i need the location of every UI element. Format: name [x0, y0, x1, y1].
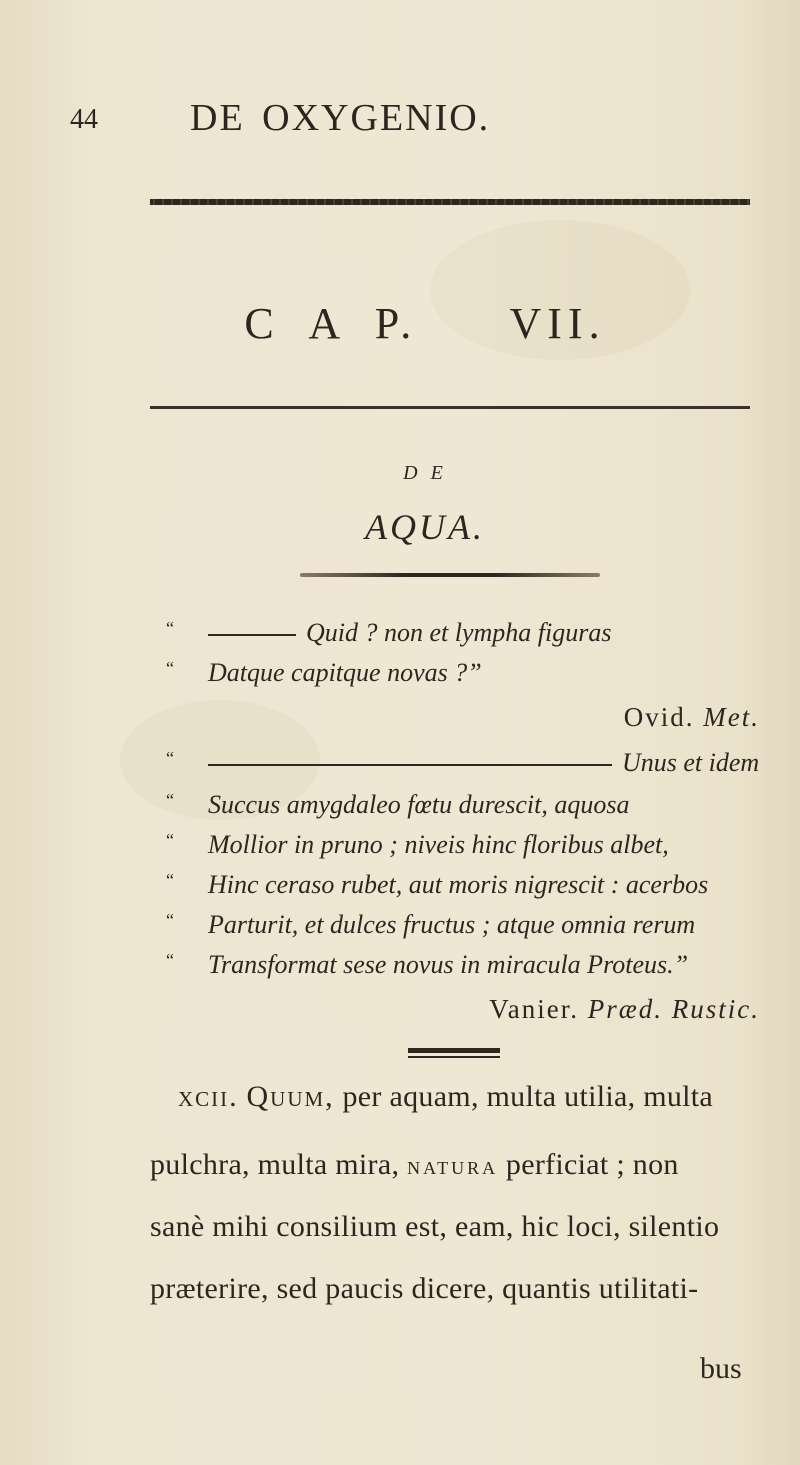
paragraph-text: per aquam, multa utilia, multa — [342, 1080, 714, 1113]
catchword: bus — [700, 1352, 742, 1385]
epigraph-text: Succus amygdaleo fœtu durescit, aquosa — [208, 790, 630, 819]
paragraph-line — [178, 1080, 778, 1114]
attribution-work: Præd. Rustic. — [587, 994, 760, 1024]
quote-mark: “ — [166, 618, 174, 638]
page-number: 44 — [70, 104, 98, 135]
quote-mark: “ — [166, 830, 174, 850]
attribution-author: Vanier. — [489, 994, 579, 1024]
epigraph-text: Unus et idem — [622, 748, 760, 777]
section-ornament — [408, 1056, 500, 1058]
section-ornament — [408, 1048, 500, 1053]
chapter-divider — [150, 406, 750, 409]
quote-mark: “ — [166, 950, 174, 970]
paragraph-line: præterire, sed paucis dicere, quantis utilitati- — [150, 1272, 699, 1305]
epigraph-attribution — [489, 994, 760, 1025]
attribution-work: Met. — [703, 702, 760, 732]
running-head: DE OXYGENIO. — [190, 97, 491, 139]
paragraph-text: perficiat ; non — [505, 1148, 679, 1181]
quote-mark: “ — [166, 658, 174, 678]
quote-mark: “ — [166, 870, 174, 890]
epigraph-text: Transformat sese novus in miracula Proteus.” — [208, 950, 689, 979]
paragraph-line — [150, 1148, 750, 1182]
paragraph-text: pulchra, multa mira, — [150, 1148, 400, 1181]
epigraph-attribution — [624, 702, 760, 733]
top-divider — [150, 199, 750, 205]
elision-dash — [208, 634, 296, 636]
chapter-subject: AQUA. — [365, 507, 485, 547]
chapter-de-label: D E — [403, 462, 447, 484]
epigraph-text: Datque capitque novas ?” — [208, 658, 482, 687]
page-header — [70, 96, 750, 146]
quote-mark: “ — [166, 748, 174, 768]
paragraph-text-smallcaps: natura — [407, 1151, 499, 1180]
quote-mark: “ — [166, 910, 174, 930]
elision-dash — [208, 764, 612, 766]
paragraph-line: sanè mihi consilium est, eam, hic loci, silentio — [150, 1210, 720, 1243]
epigraph-text: Mollior in pruno ; niveis hinc floribus albet, — [208, 830, 669, 859]
section-number: xcii. — [178, 1080, 239, 1113]
epigraph-text: Quid ? non et lympha figuras — [306, 618, 612, 647]
epigraph-text: Parturit, et dulces fructus ; atque omnia rerum — [208, 910, 696, 939]
quote-mark: “ — [166, 790, 174, 810]
first-word: Quum, — [246, 1080, 335, 1113]
epigraph-divider — [300, 573, 600, 577]
attribution-author: Ovid. — [623, 702, 695, 732]
chapter-title: C A P. VII. — [244, 299, 606, 348]
epigraph-text: Hinc ceraso rubet, aut moris nigrescit : acerbos — [208, 870, 709, 899]
